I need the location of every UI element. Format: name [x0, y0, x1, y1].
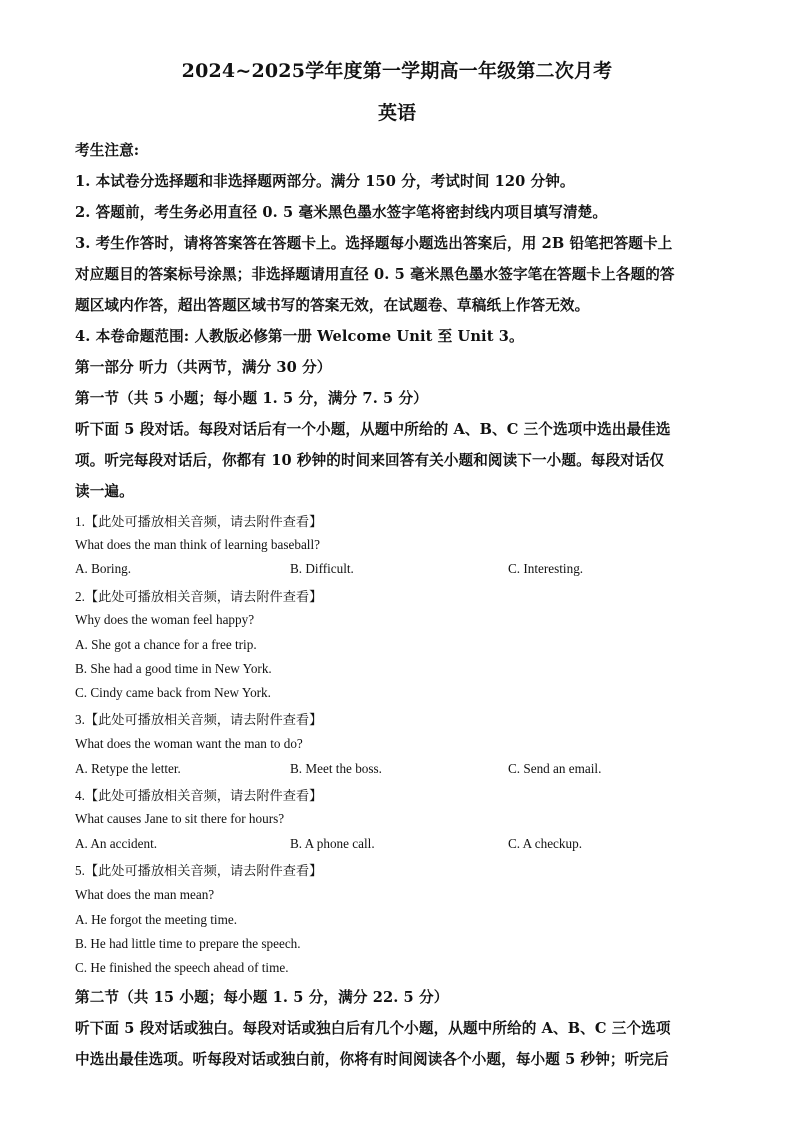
section1-title: 第一节（共 5 小题；每小题 1. 5 分，满分 7. 5 分）: [75, 390, 428, 407]
q2-stem: Why does the woman feel happy?: [75, 612, 255, 627]
q3-option-b: B. Meet the boss.: [290, 761, 382, 776]
note-4: 4. 本卷命题范围: 人教版必修第一册 Welcome Unit 至 Unit 3。: [75, 328, 524, 345]
notes-heading: 考生注意:: [75, 142, 140, 159]
note-3-line-3: 题区域内作答，超出答题区域书写的答案无效，在试题卷、草稿纸上作答无效。: [75, 297, 590, 314]
note-3-line-2: 对应题目的答案标号涂黑；非选择题请用直径 0. 5 毫米黑色墨水签字笔在答题卡上各题的答: [75, 266, 675, 283]
exam-subject: 英语: [377, 102, 416, 124]
q1-audio-link[interactable]: 1.【此处可播放相关音频，请去附件查看】: [75, 514, 323, 529]
q5-option-a: A. He forgot the meeting time.: [75, 912, 237, 927]
q5-stem: What does the man mean?: [75, 887, 215, 902]
q2-option-a: A. She got a chance for a free trip.: [75, 637, 257, 652]
section1-instruction-line-3: 读一遍。: [75, 483, 134, 500]
q4-option-c: C. A checkup.: [508, 836, 582, 851]
note-3-line-1: 3. 考生作答时，请将答案答在答题卡上。选择题每小题选出答案后，用 2B 铅笔把答题卡上: [75, 235, 673, 252]
q1-option-a: A. Boring.: [75, 561, 132, 576]
note-1: 1. 本试卷分选择题和非选择题两部分。满分 150 分，考试时间 120 分钟。: [75, 173, 575, 190]
q4-stem: What causes Jane to sit there for hours?: [75, 811, 285, 826]
part1-title: 第一部分 听力（共两节，满分 30 分）: [75, 359, 332, 376]
q5-audio-link[interactable]: 5.【此处可播放相关音频，请去附件查看】: [75, 863, 323, 878]
section1-instruction-line-1: 听下面 5 段对话。每段对话后有一个小题，从题中所给的 A、B、C 三个选项中选出最佳选: [75, 421, 671, 438]
q5-option-b: B. He had little time to prepare the speech.: [75, 936, 301, 951]
exam-title: 2024~2025学年度第一学期高一年级第二次月考: [181, 60, 613, 82]
q1-option-b: B. Difficult.: [290, 561, 354, 576]
q5-option-c: C. He finished the speech ahead of time.: [75, 960, 289, 975]
q4-option-a: A. An accident.: [75, 836, 158, 851]
q1-option-c: C. Interesting.: [508, 561, 584, 576]
q1-stem: What does the man think of learning baseball?: [75, 537, 320, 552]
q4-option-b: B. A phone call.: [290, 836, 375, 851]
section2-instruction-line-1: 听下面 5 段对话或独白。每段对话或独白后有几个小题，从题中所给的 A、B、C 三个选项: [75, 1020, 671, 1037]
q3-option-a: A. Retype the letter.: [75, 761, 181, 776]
q3-stem: What does the woman want the man to do?: [75, 736, 303, 751]
q2-option-c: C. Cindy came back from New York.: [75, 685, 271, 700]
section1-instruction-line-2: 项。听完每段对话后，你都有 10 秒钟的时间来回答有关小题和阅读下一小题。每段对话仅: [75, 452, 665, 469]
q2-audio-link[interactable]: 2.【此处可播放相关音频，请去附件查看】: [75, 589, 323, 604]
section2-title: 第二节（共 15 小题；每小题 1. 5 分，满分 22. 5 分）: [75, 989, 449, 1006]
note-2: 2. 答题前，考生务必用直径 0. 5 毫米黑色墨水签字笔将密封线内项目填写清楚。: [75, 204, 608, 221]
q2-option-b: B. She had a good time in New York.: [75, 661, 272, 676]
q3-option-c: C. Send an email.: [508, 761, 602, 776]
section2-instruction-line-2: 中选出最佳选项。听每段对话或独白前，你将有时间阅读各个小题，每小题 5 秒钟；听完后: [75, 1051, 669, 1068]
q3-audio-link[interactable]: 3.【此处可播放相关音频，请去附件查看】: [75, 712, 323, 727]
q4-audio-link[interactable]: 4.【此处可播放相关音频，请去附件查看】: [75, 788, 323, 803]
